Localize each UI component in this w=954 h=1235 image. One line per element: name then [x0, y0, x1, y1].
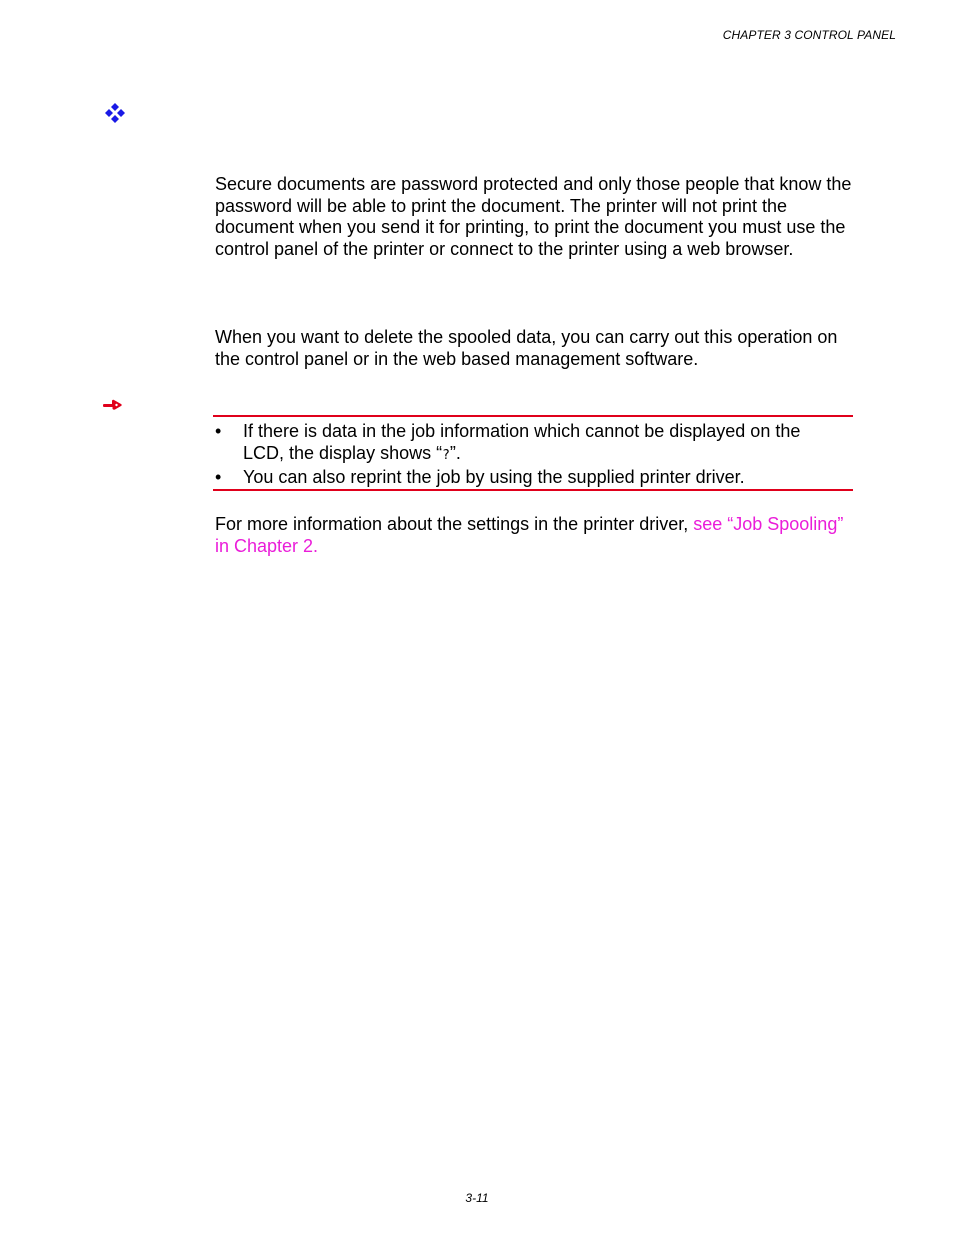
note-item-reprint — [215, 467, 845, 489]
more-info-paragraph — [215, 514, 860, 557]
secure-documents-paragraph: Secure documents are password protected and only those people that know the password will be able to print the document. The printer will not print the document when you send it for printing, to print the document you must use the control panel of the printer or connect to the printer using a web browser. — [215, 174, 852, 259]
delete-spooled-data-paragraph: When you want to delete the spooled data, you can carry out this operation on the control panel or in the web based management software. — [215, 327, 838, 369]
lcd-glyph: ? — [442, 447, 450, 463]
note-top-rule — [213, 415, 853, 417]
note-text-lcd-start: If there is data in the job information which cannot be displayed on the LCD, the display shows “ — [243, 421, 801, 463]
page-number: 3-11 — [465, 1191, 489, 1205]
note-list — [215, 421, 845, 490]
running-header: CHAPTER 3 CONTROL PANEL — [722, 28, 896, 42]
diamond-cluster-icon — [104, 102, 126, 124]
bullet: • — [215, 421, 222, 441]
note-text-reprint: You can also reprint the job by using the supplied printer driver. — [243, 467, 745, 488]
job-spooling-link[interactable]: see “Job Spooling” in Chapter 2. — [215, 514, 844, 556]
pointing-hand-icon — [103, 398, 123, 412]
more-info-text: For more information about the settings in the printer driver, — [215, 514, 694, 534]
note-bottom-rule — [213, 489, 853, 491]
note-text-lcd-end: ”. — [449, 442, 461, 463]
bullet: • — [215, 467, 222, 488]
note-item-lcd — [215, 421, 845, 466]
